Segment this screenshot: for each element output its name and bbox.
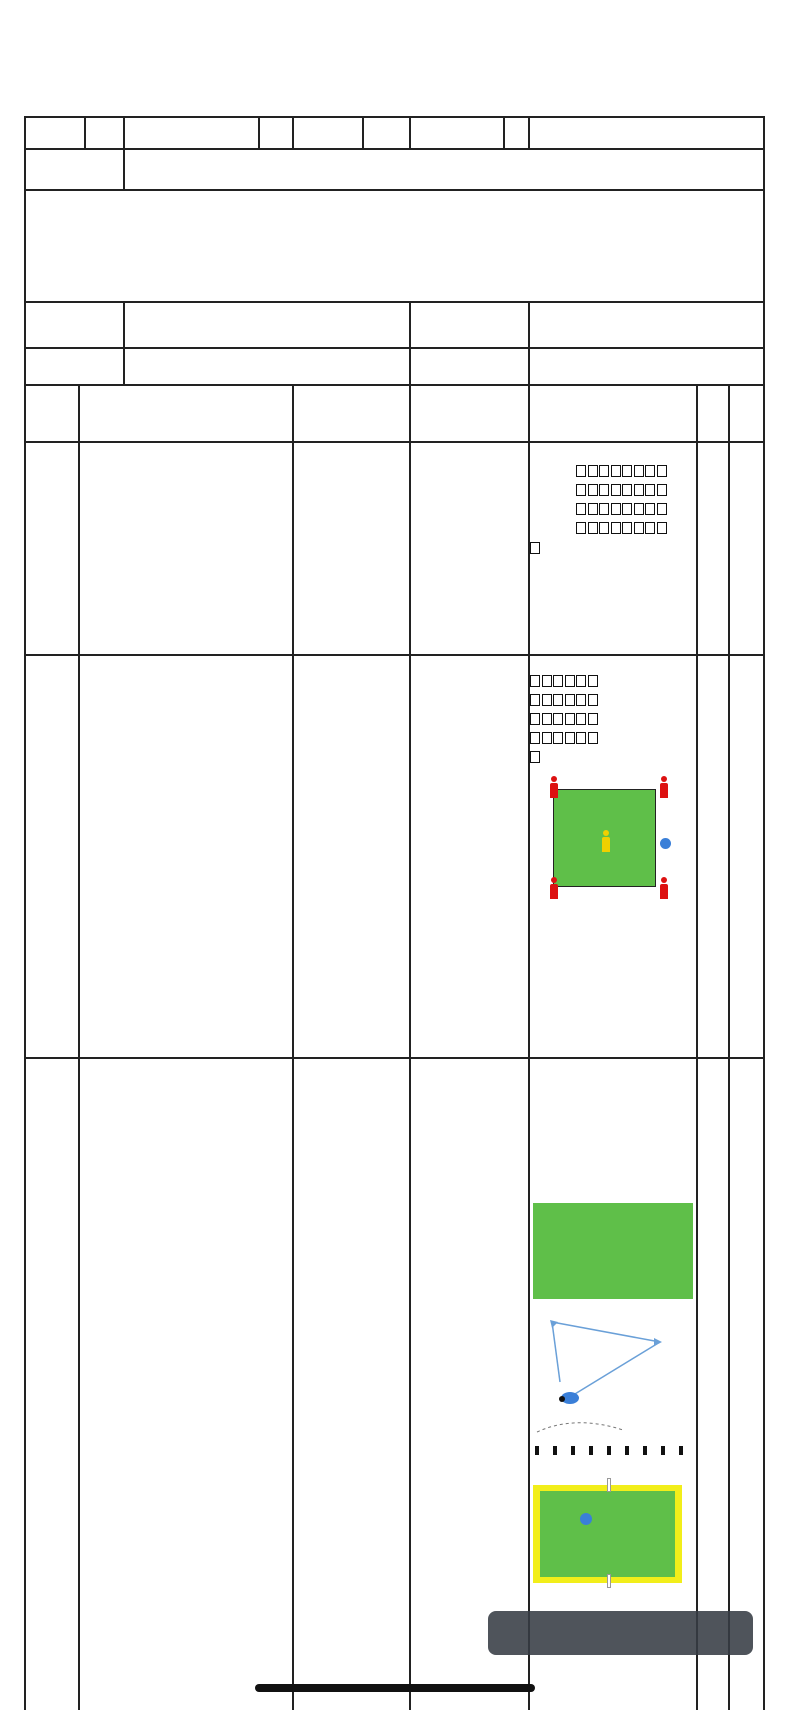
goal-post [607, 1574, 611, 1588]
home-indicator[interactable] [255, 1684, 535, 1692]
pass-line [552, 1322, 560, 1382]
stage1-formation [576, 462, 668, 538]
ball-icon [580, 1513, 592, 1525]
corner-player [659, 877, 669, 899]
watermark [488, 1611, 753, 1655]
practice-pitch [533, 1203, 693, 1299]
stage2-teacher [294, 657, 298, 691]
corner-player [549, 776, 559, 798]
arrow-head-icon [550, 1320, 558, 1328]
game-field [540, 1491, 675, 1577]
ball-icon [660, 838, 671, 849]
corner-player [549, 877, 559, 899]
corner-player [659, 776, 669, 798]
arrow-head-icon [654, 1338, 662, 1346]
stage2-student [411, 657, 415, 691]
passing-diagram [540, 1302, 690, 1422]
defender-player [601, 830, 611, 852]
player-dot [559, 1396, 565, 1402]
goal-post [607, 1478, 611, 1492]
pass-line [552, 1322, 660, 1342]
teacher-marker [530, 542, 540, 554]
dribble-path [537, 1423, 623, 1432]
player-row [535, 1446, 683, 1455]
dribble-diagram [533, 1418, 693, 1458]
stage2-formation [530, 672, 599, 767]
pass-line [570, 1342, 660, 1397]
